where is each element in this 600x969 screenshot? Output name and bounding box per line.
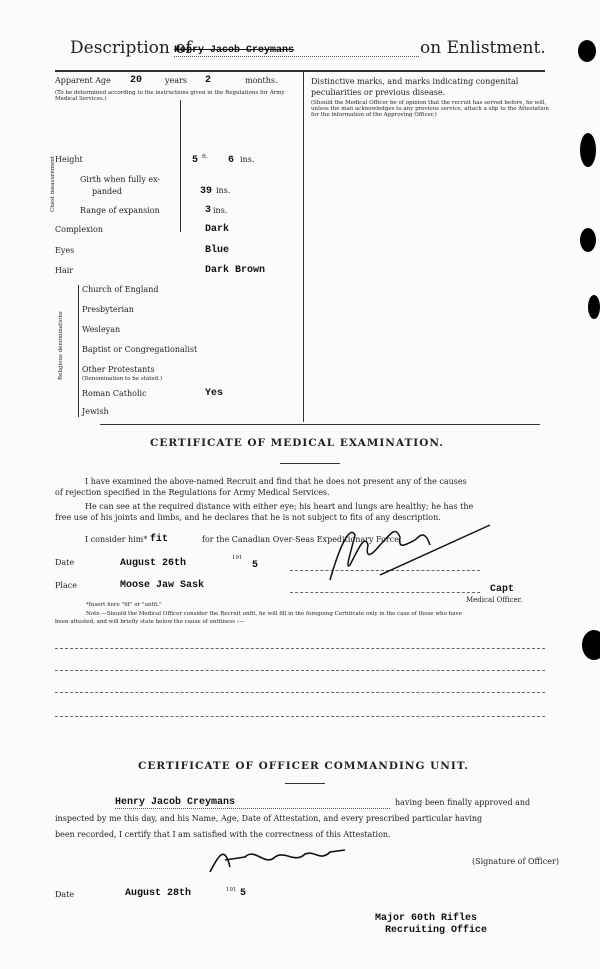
religion-other-protestants: Other Protestants <box>82 365 155 374</box>
title-rule <box>280 463 340 464</box>
height-ft: 5 <box>192 155 199 166</box>
girth-label-1: Girth when fully ex- <box>80 175 161 184</box>
header-rule <box>55 70 545 72</box>
religion-jewish: Jewish <box>82 407 109 416</box>
age-note: (To be determined according to the instructions given in the Regulations for Army Medical Services.) <box>55 90 285 102</box>
ink-blot <box>580 133 596 167</box>
unfitness-line <box>55 670 545 671</box>
medical-officer-signature <box>320 515 500 585</box>
religion-roman-catholic: Roman Catholic <box>82 389 147 398</box>
officer-line1-suffix: having been finally approved and <box>395 798 531 807</box>
officer-year-prefix: 191 <box>226 887 237 893</box>
medical-year-suffix: 5 <box>252 560 259 571</box>
in-label: ins. <box>240 155 255 164</box>
stamp-line-2: Recruiting Office <box>385 925 488 936</box>
girth-unit: ins. <box>216 186 231 195</box>
eyes-value: Blue <box>205 245 230 256</box>
medical-place-label: Place <box>55 581 77 590</box>
roman-catholic-value: Yes <box>205 388 224 399</box>
age-years: 20 <box>130 75 143 86</box>
title-suffix: on Enlistment. <box>420 38 546 58</box>
girth-value: 39 <box>200 186 213 197</box>
hair-value: Dark Brown <box>205 265 266 276</box>
medical-place-value: Moose Jaw Sask <box>120 580 205 591</box>
complexion-label: Complexion <box>55 225 103 234</box>
note-b: been attested, and will briefly state below the cause of unfitness :— <box>55 619 245 625</box>
medical-officer-label: Medical Officer. <box>466 596 523 604</box>
officer-line3: been recorded, I certify that I am satisfied with the correctness of this Attestation. <box>55 830 391 839</box>
commanding-officer-signature <box>205 842 355 877</box>
age-months: 2 <box>205 75 212 86</box>
religion-baptist: Baptist or Congregationalist <box>82 345 198 354</box>
medical-para1b: of rejection specified in the Regulations for Army Medical Services. <box>55 488 330 497</box>
medical-date-value: August 26th <box>120 558 187 569</box>
note-a: Note.—Should the Medical Officer consider the Recruit unfit, he will fill in the foregoing Certificate only in the case of those who have <box>86 611 462 617</box>
officer-line2: inspected by me this day, and his Name, Age, Date of Attestation, and every prescribed particular having <box>55 814 483 823</box>
ink-blot <box>578 40 596 62</box>
age-label: Apparent Age <box>55 76 111 85</box>
height-label: Height <box>55 155 83 164</box>
height-in: 6 <box>228 155 235 166</box>
religion-bracket <box>78 285 79 417</box>
chest-label: Chest measurement <box>50 155 56 212</box>
insert-note: *Insert here "fit" or "unfit." <box>86 602 162 608</box>
inner-divider <box>180 100 181 232</box>
religion-label: Religious denominations <box>58 311 64 380</box>
medical-date-label: Date <box>55 558 75 567</box>
ink-blot <box>582 630 600 660</box>
medical-year-prefix: 191 <box>232 555 243 561</box>
medical-para2a: He can see at the required distance with either eye; his heart and lungs are healthy; he has the <box>85 502 474 511</box>
unfitness-line <box>55 716 545 717</box>
column-divider <box>303 72 304 422</box>
months-label: months. <box>245 76 278 85</box>
title-prefix: Description of <box>70 38 192 58</box>
consider-value: fit <box>150 534 169 545</box>
eyes-label: Eyes <box>55 246 75 255</box>
consider-suffix: for the Canadian Over-Seas Expeditionary Force. <box>202 535 402 544</box>
title-rule <box>285 783 325 784</box>
religion-presbyterian: Presbyterian <box>82 305 134 314</box>
religion-church-of-england: Church of England <box>82 285 159 294</box>
religion-wesleyan: Wesleyan <box>82 325 121 334</box>
ink-blot <box>588 295 600 319</box>
distinctive-note: (Should the Medical Officer be of opinion that the recruit has served before, he will, unless the man acknowledges to any previous service, attach a slip to the Attestation for the information of the Approving Officer.) <box>311 100 549 118</box>
officer-year-suffix: 5 <box>240 888 247 899</box>
medical-para1a: I have examined the above-named Recruit and find that he does not present any of the causes <box>85 477 467 486</box>
ft-label: ft. <box>202 154 208 160</box>
range-value: 3 <box>205 205 212 216</box>
officer-date-value: August 28th <box>125 888 192 899</box>
years-label: years <box>165 76 187 85</box>
consider-label: I consider him* <box>85 535 148 544</box>
stamp-line-1: Major 60th Rifles <box>375 913 478 924</box>
range-label: Range of expansion <box>80 206 160 215</box>
girth-label-2: panded <box>92 187 123 196</box>
medical-rank-line <box>290 592 480 593</box>
ink-blot <box>580 228 596 252</box>
recruit-name: Henry Jacob Creymans <box>174 45 419 57</box>
range-unit: ins. <box>213 206 228 215</box>
unfitness-line <box>55 648 545 649</box>
unfitness-line <box>55 692 545 693</box>
medical-title: CERTIFICATE OF MEDICAL EXAMINATION. <box>150 437 444 449</box>
officer-date-label: Date <box>55 890 75 899</box>
other-note: (Denomination to be stated.) <box>82 376 163 382</box>
officer-title: CERTIFICATE OF OFFICER COMMANDING UNIT. <box>138 760 469 772</box>
medical-rank: Capt <box>490 584 515 595</box>
section-rule <box>100 424 540 425</box>
officer-recruit-name: Henry Jacob Creymans <box>115 797 390 809</box>
distinctive-label: Distinctive marks, and marks indicating congenital peculiarities or previous disease. <box>311 77 519 97</box>
signature-of-officer-label: (Signature of Officer) <box>472 857 559 866</box>
hair-label: Hair <box>55 266 74 275</box>
complexion-value: Dark <box>205 224 230 235</box>
medical-para2b: free use of his joints and limbs, and he declares that he is not subject to fits of any description. <box>55 513 441 522</box>
